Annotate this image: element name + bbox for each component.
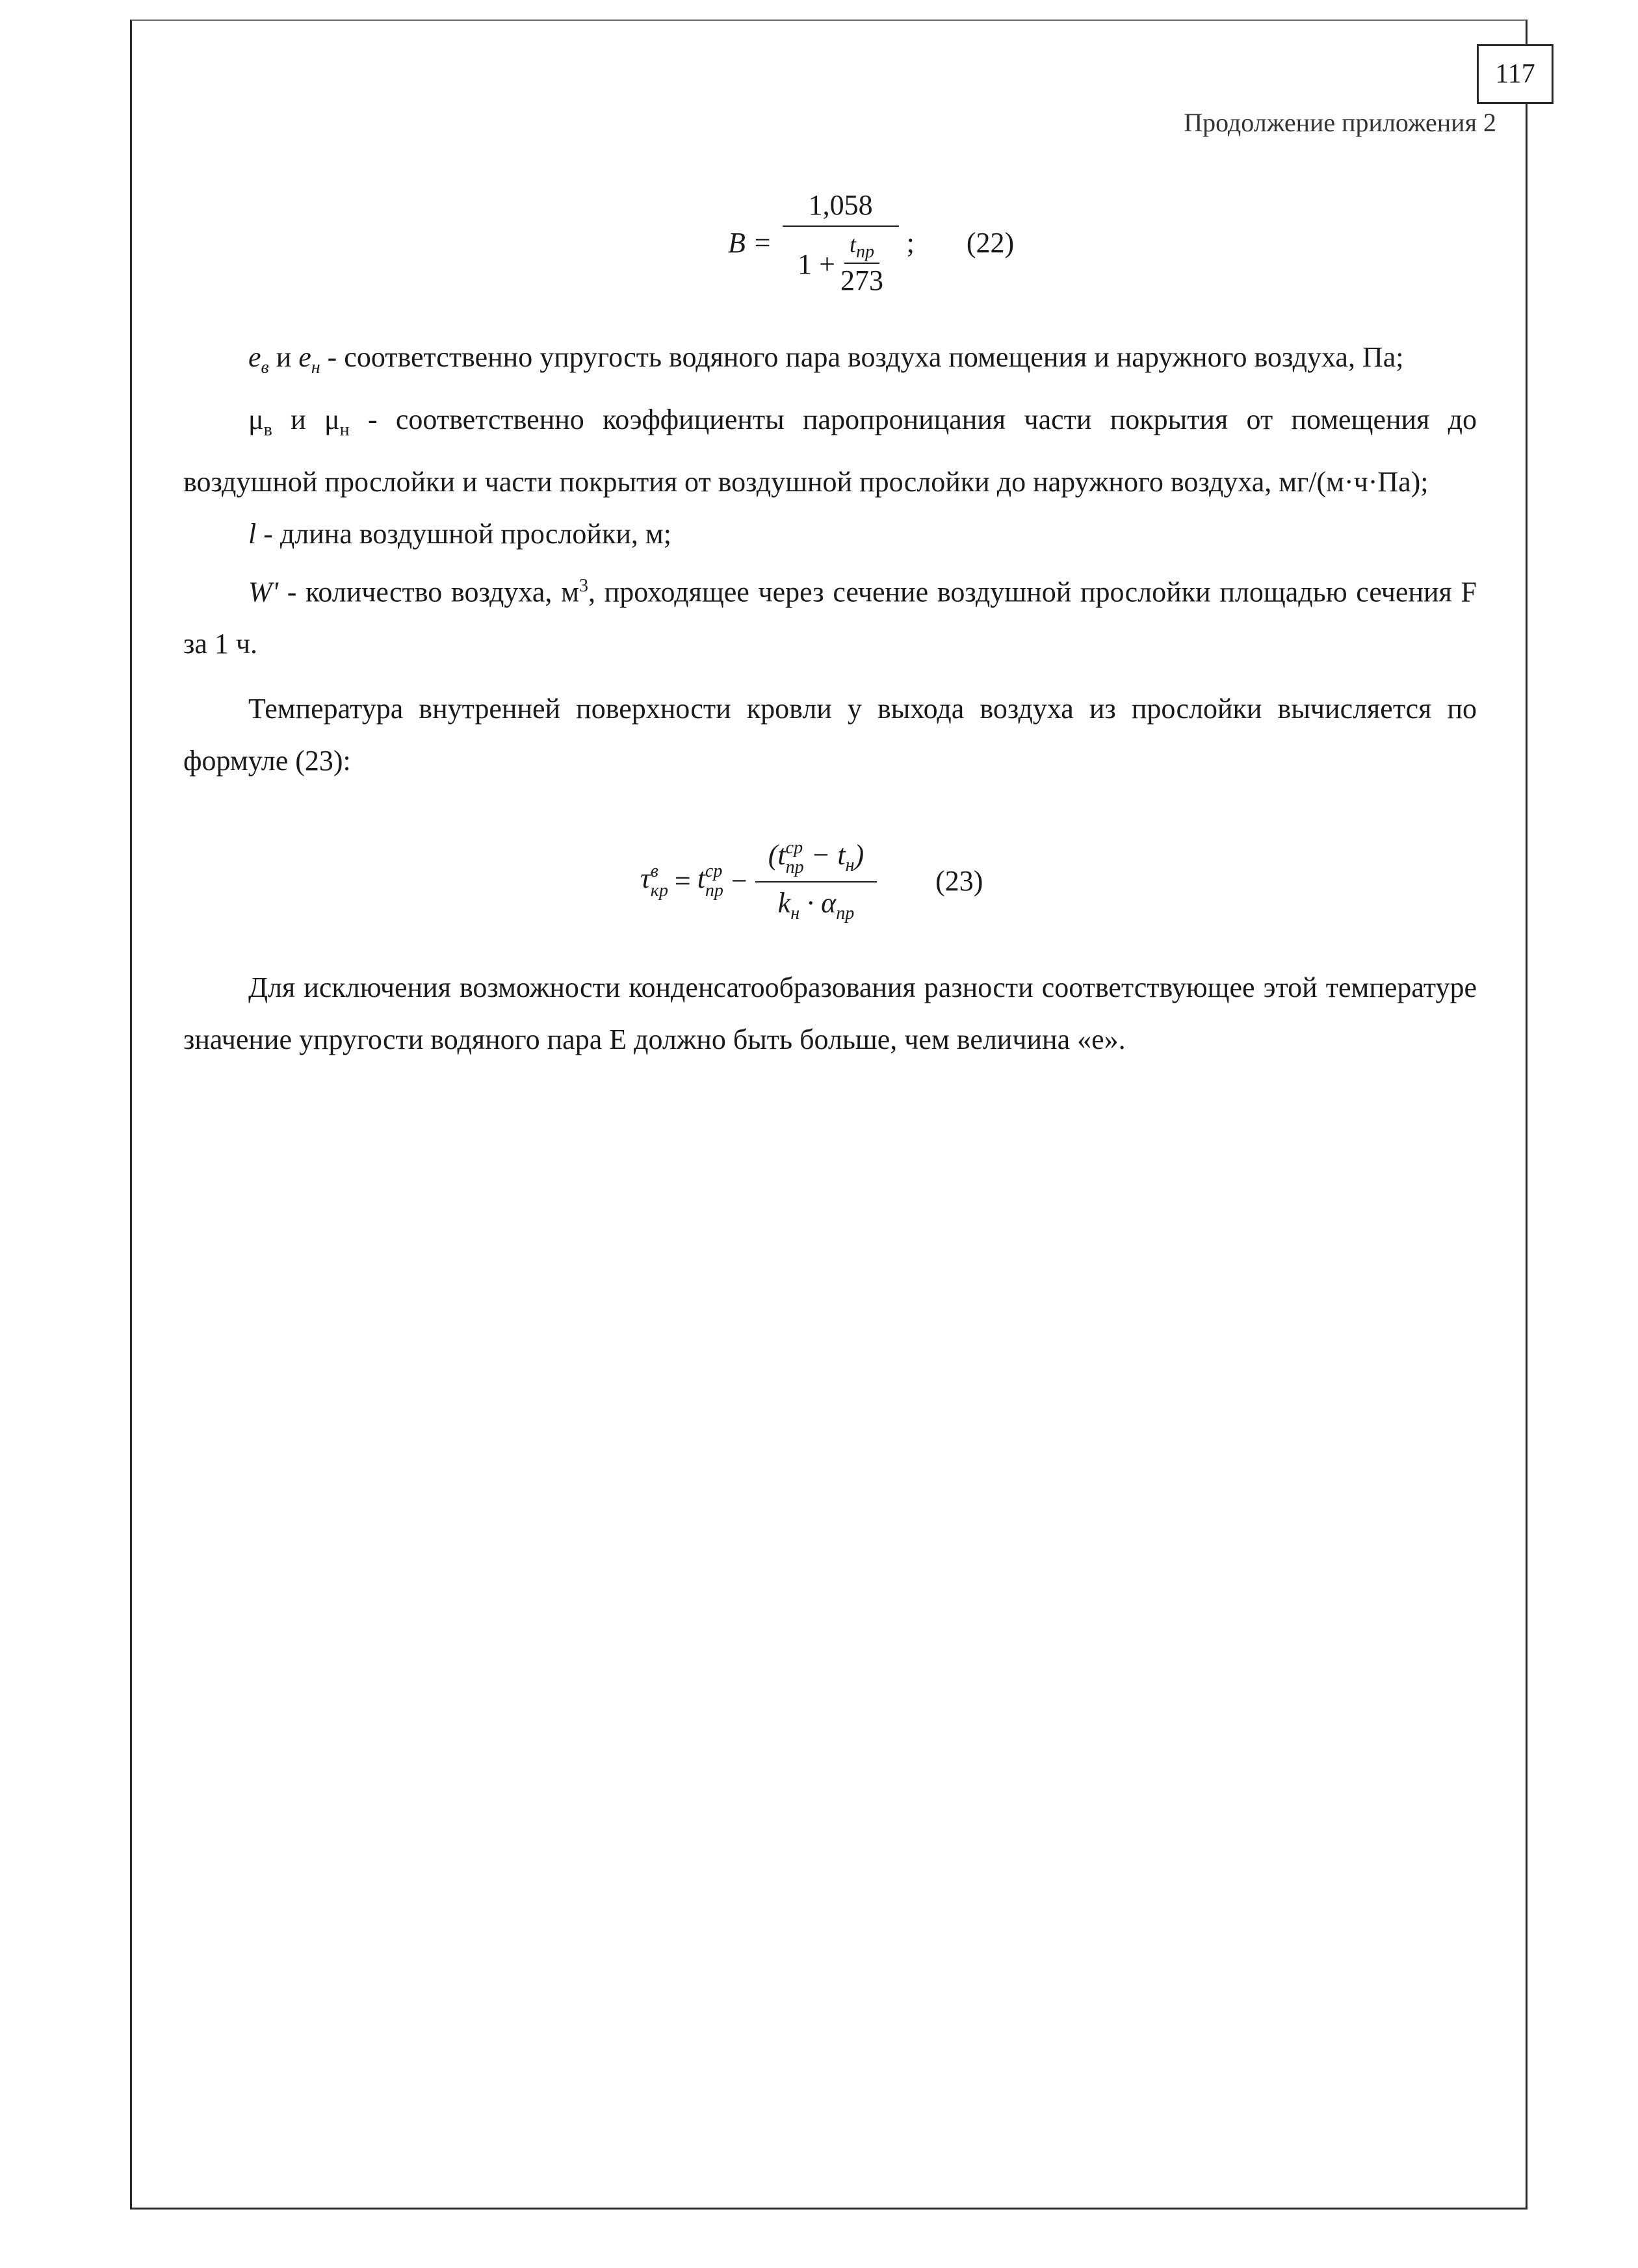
- eq22-denominator: [798, 227, 883, 297]
- def-mu: $\mu_в$ и $\mu_н$ - соответственно коэффициенты паропроницания части покрытия от помещения до воздушной прослойки и части покрытия от воздушной прослойки до наружного воздуха, мг/(м·ч·Па);: [183, 403, 1477, 498]
- eq23-equals: =: [674, 865, 691, 897]
- definitions: [183, 331, 1477, 787]
- def-l: l - длина воздушной прослойки, м;: [248, 517, 671, 550]
- equation-23: [640, 838, 983, 924]
- para-conclusion: Для исключения возможности конденсатообразования разности соответствующее этой температуре значение упругости водяного пара Е должно быть больше, чем величина «е».: [183, 972, 1477, 1055]
- def-w: W' - количество воздуха, $м^3$, проходящее через сечение воздушной прослойки площадью сечения F за 1 ч.: [183, 575, 1477, 660]
- eq23-number: (23): [935, 865, 983, 897]
- para-temperature: Температура внутренней поверхности кровли у выхода воздуха из прослойки вычисляется по формуле (23):: [183, 693, 1477, 777]
- eq23-tau: τ в кр: [640, 860, 668, 901]
- def-e: $e_в$ и $e_н$ - соответственно упругость водяного пара воздуха помещения и наружного воздуха, Па;: [248, 341, 1404, 378]
- eq22-den-num: $t_{пр}$: [844, 231, 879, 264]
- eq23-t: t ср пр: [697, 860, 723, 901]
- appendix-label: Продолжение приложения 2: [1184, 108, 1496, 137]
- page-number-box: [1477, 44, 1554, 104]
- eq22-den-one: 1 +: [798, 248, 835, 280]
- page-number: 117: [1495, 59, 1535, 89]
- eq23-fraction: [755, 838, 877, 924]
- eq22-semicolon: ;: [906, 227, 915, 259]
- eq23-minus: −: [731, 865, 748, 897]
- eq22-numerator: 1,058: [783, 188, 899, 227]
- eq23-numerator: (t ср пр − $t_н$): [755, 838, 877, 883]
- equation-22: [728, 188, 1014, 297]
- conclusion: [183, 962, 1477, 1066]
- eq22-fraction: [783, 188, 899, 297]
- eq22-den-den: 273: [840, 264, 883, 297]
- eq22-number: (22): [966, 227, 1015, 259]
- eq22-lhs: B =: [728, 227, 772, 259]
- eq23-denominator: $k_н \cdot \alpha_{пр}$: [777, 887, 855, 923]
- eq22-den-fraction: [840, 231, 883, 297]
